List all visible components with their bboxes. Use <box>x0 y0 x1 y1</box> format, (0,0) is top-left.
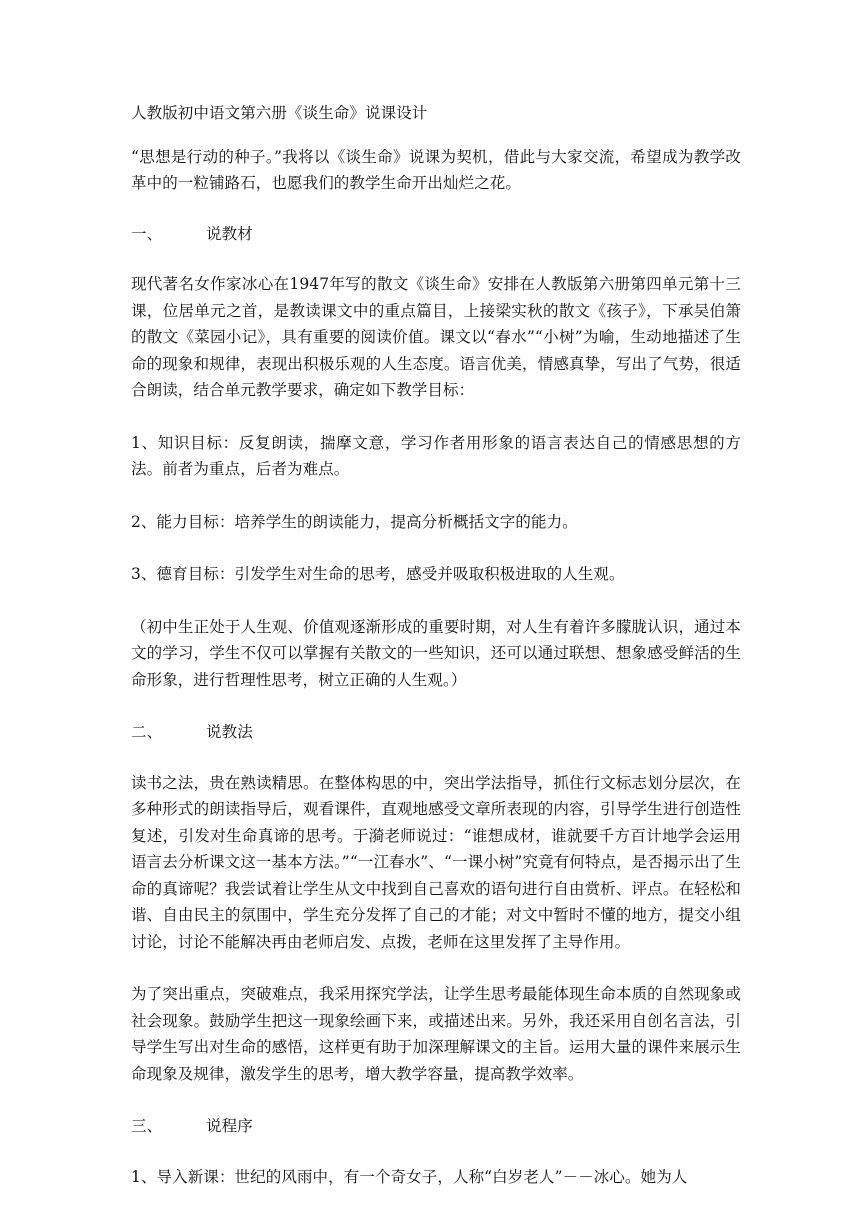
section-title: 说教材 <box>206 224 253 243</box>
section-heading-methods <box>131 719 741 746</box>
ability-goal: 2、能力目标：培养学生的朗读能力，提高分析概括文字的能力。 <box>131 512 578 531</box>
document-page <box>131 100 741 1190</box>
materials-paragraph: 现代著名女作家冰心在1947年写的散文《谈生命》安排在人教版第六册第四单元第十三课，位居单元之首，是教读课文中的重点篇目，上接梁实秋的散文《孩子》，下承吴伯箫的散文《菜园小记》，具有重要的阅读价值。课文以“春水”“小树”为喻，生动地描述了生命的现象和规律，表现出积极乐观的人生态度。语言优美，情感真挚，写出了气势，很适合朗读，结合单元教学要求，确定如下教学目标： <box>131 275 741 399</box>
intro-paragraph: “思想是行动的种子。”我将以《谈生命》说课为契机，借此与大家交流，希望成为教学改革中的一粒铺路石，也愿我们的教学生命开出灿烂之花。 <box>131 147 741 192</box>
section-heading-materials <box>131 221 741 248</box>
moral-goal: 3、德育目标：引发学生对生命的思考，感受并吸取积极进取的人生观。 <box>131 565 625 583</box>
section-heading-procedure <box>131 1113 741 1140</box>
methods-paragraph-1: 读书之法，贵在熟读精思。在整体构思的中，突出学法指导，抓住行文标志划分层次，在多种形式的朗读指导后，观看课件，直观地感受文章所表现的内容，引导学生进行创造性复述，引发对生命真谛的思考。于漪老师说过：“谁想成材，谁就要千方百计地学会运用语言去分析课文这一基本方法。”“一江春水”、“一课小树”究竟有何特点，是否揭示出了生命的真谛呢？我尝试着让学生从文中找到自己喜欢的语句进行自由赏析、评点。在轻松和谐、自由民主的氛围中，学生充分发挥了自己的才能；对文中暂时不懂的地方，提交小组讨论，讨论不能解决再由老师启发、点拨，老师在这里发挥了主导作用。 <box>131 773 741 951</box>
section-number: 一、 <box>131 224 163 243</box>
section-title: 说教法 <box>206 723 253 741</box>
methods-paragraph-2: 为了突出重点，突破难点，我采用探究学法，让学生思考最能体现生命本质的自然现象或社会现象。鼓励学生把这一现象绘画下来，或描述出来。另外，我还采用自创名言法，引导学生写出对生命的感悟，这样更有助于加深理解课文的主旨。运用大量的课件来展示生命现象及规律，激发学生的思考，增大教学容量，提高教学效率。 <box>131 985 741 1083</box>
document-title: 人教版初中语文第六册《谈生命》说课设计 <box>131 104 428 122</box>
goals-note: （初中生正处于人生观、价值观逐渐形成的重要时期，对人生有着许多朦胧认识，通过本文的学习，学生不仅可以掌握有关散文的一些知识，还可以通过联想、想象感受鲜活的生命形象，进行哲理性思考，树立正确的人生观。） <box>131 617 741 689</box>
knowledge-goal: 1、知识目标：反复朗读，揣摩文意，学习作者用形象的语言表达自己的情感思想的方法。前者为重点，后者为难点。 <box>131 433 741 478</box>
section-number: 三、 <box>131 1117 163 1135</box>
procedure-step-1: 1、导入新课：世纪的风雨中，有一个奇女子，人称“白岁老人”－－冰心。她为人 <box>131 1167 688 1186</box>
section-title: 说程序 <box>206 1117 253 1135</box>
section-number: 二、 <box>131 723 163 741</box>
